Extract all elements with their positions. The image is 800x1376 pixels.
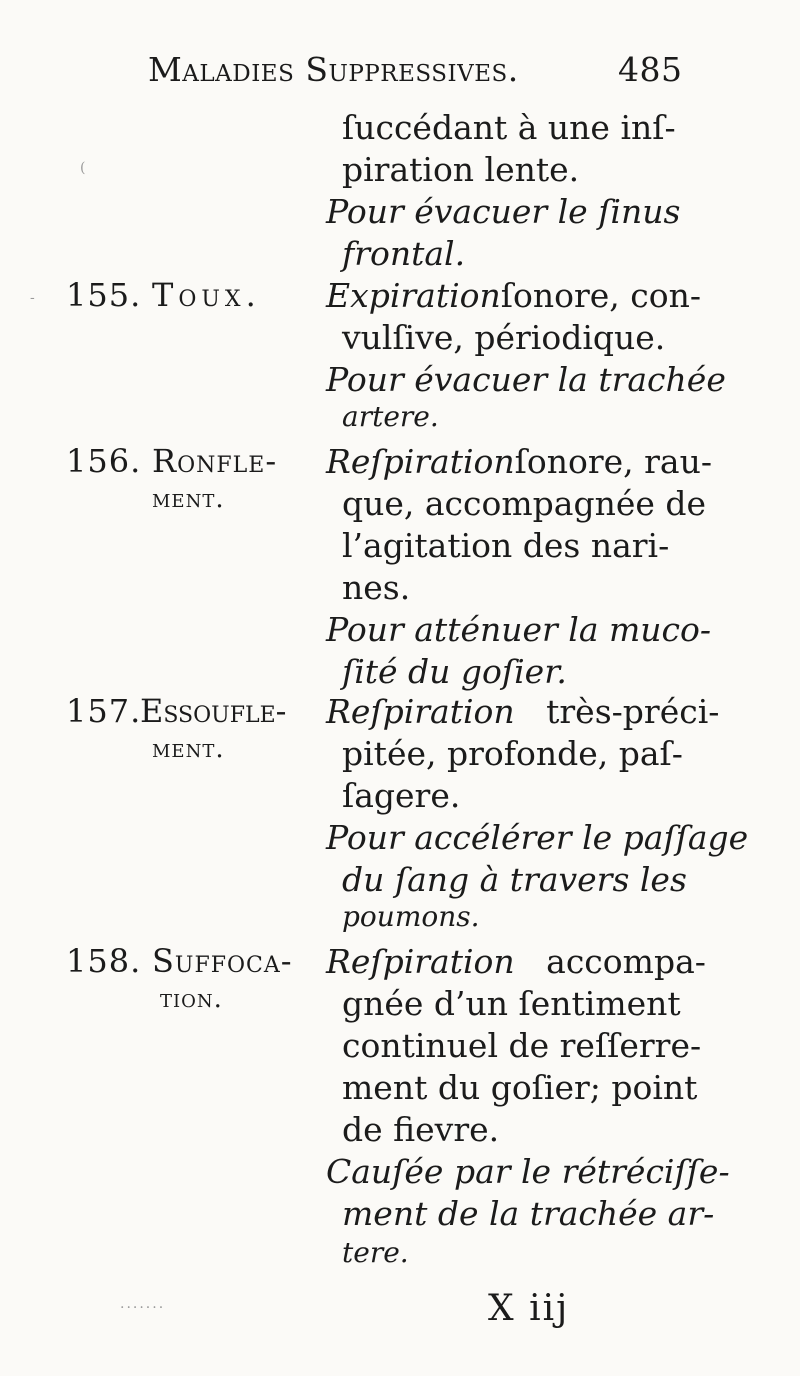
page-number: 485 (618, 50, 683, 89)
running-header (148, 50, 683, 89)
note-line-3: tere. (342, 1236, 409, 1269)
note-line-2: artere. (342, 400, 439, 433)
definition-text: très-préci- (546, 692, 720, 731)
signature-mark: X iij (488, 1288, 570, 1329)
definition-line-4: ment du goſier; point (342, 1068, 698, 1107)
definition-line-1 (326, 942, 706, 981)
note-line-2: ment de la trachée ar- (342, 1194, 715, 1233)
definition-line-3: l’agitation des nari- (342, 526, 670, 565)
definition-text: accompa- (546, 942, 706, 981)
note-line-1: Pour accélérer le paſſage (326, 818, 749, 857)
definition-lead: Reſpiration (326, 692, 515, 731)
continuation-note-2: frontal. (342, 234, 466, 273)
definition-line-1 (326, 692, 719, 731)
definition-line-1 (326, 276, 701, 315)
definition-lead: Reſpiration (326, 942, 515, 981)
entry-term-line-2: tion. (160, 984, 223, 1014)
definition-text: ſonore, rau- (514, 442, 712, 481)
continuation-note-1: Pour évacuer le ſinus (326, 192, 681, 231)
definition-lead: Expiration (326, 276, 501, 315)
note-line-2: du ſang à travers les (342, 860, 687, 899)
definition-line-2: vulſive, périodique. (342, 318, 666, 357)
note-line-2: ſité du goſier. (342, 652, 567, 691)
definition-text: ſonore, con- (500, 276, 702, 315)
running-title: Maladies Suppressives. (148, 50, 519, 89)
entry-term-line-1: Suffoca- (152, 942, 293, 980)
definition-line-3: ſagere. (342, 776, 461, 815)
paper-speck: ( (80, 160, 86, 176)
definition-line-3: continuel de reſſerre- (342, 1026, 702, 1065)
entry-term-line-2: ment. (152, 484, 225, 514)
definition-line-1 (326, 442, 712, 481)
entry-number: 157. (66, 692, 142, 730)
continuation-line-2: piration lente. (342, 150, 580, 189)
note-line-1: Pour évacuer la trachée (326, 360, 726, 399)
entry-number: 155. (66, 276, 142, 314)
entry-number: 156. (66, 442, 142, 480)
note-line-3: poumons. (342, 900, 480, 933)
entry-term-line-2: ment. (152, 734, 225, 764)
definition-line-2: que, accompagnée de (342, 484, 707, 523)
paper-speck: - (30, 290, 35, 306)
continuation-line-1: ſuccédant à une inſ- (342, 108, 676, 147)
definition-line-2: gnée d’un ſentiment (342, 984, 681, 1023)
definition-line-4: nes. (342, 568, 411, 607)
entry-term: Toux. (152, 276, 261, 314)
definition-line-5: de fievre. (342, 1110, 500, 1149)
note-line-1: Cauſée par le rétréciſſe- (326, 1152, 730, 1191)
note-line-1: Pour atténuer la muco- (326, 610, 712, 649)
entry-number: 158. (66, 942, 142, 980)
paper-speck: ....... (120, 1296, 166, 1312)
entry-term-line-1: Ronfle- (152, 442, 278, 480)
definition-line-2: pitée, profonde, paſ- (342, 734, 683, 773)
definition-lead: Reſpiration (326, 442, 515, 481)
entry-term-line-1: Essoufle- (140, 692, 287, 730)
